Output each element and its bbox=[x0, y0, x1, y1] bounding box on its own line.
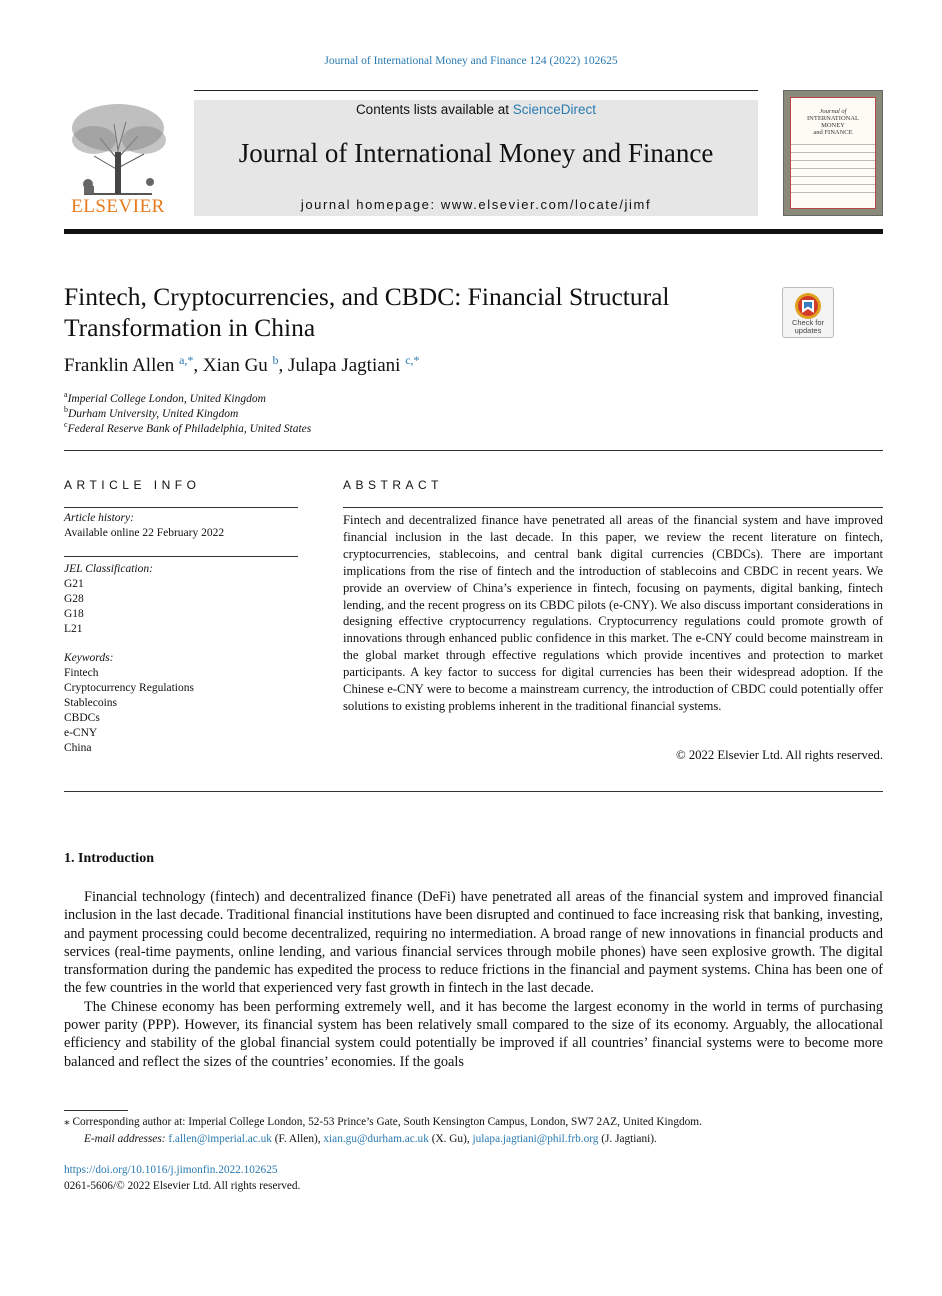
elsevier-tree-icon bbox=[64, 100, 172, 196]
email-label: E-mail addresses: bbox=[84, 1133, 166, 1145]
article-info-heading: ARTICLE INFO bbox=[64, 478, 201, 492]
keywords-label: Keywords: bbox=[64, 652, 114, 664]
doi-link[interactable]: https://doi.org/10.1016/j.jimonfin.2022.102625 bbox=[64, 1164, 278, 1176]
keyword: e-CNY bbox=[64, 727, 98, 739]
corresponding-author-text: Corresponding author at: Imperial College London, 52-53 Prince’s Gate, South Kensington Campus, London, SW7 2AZ, United Kingdom. bbox=[72, 1116, 702, 1128]
email-link[interactable]: julapa.jagtiani@phil.frb.org bbox=[472, 1133, 599, 1145]
elsevier-logo[interactable] bbox=[64, 100, 172, 218]
keyword: Fintech bbox=[64, 667, 99, 679]
email-link[interactable]: f.allen@imperial.ac.uk bbox=[168, 1133, 272, 1145]
issn-copyright: 0261-5606/© 2022 Elsevier Ltd. All rights reserved. bbox=[64, 1180, 301, 1192]
email-owner: (J. Jagtiani). bbox=[601, 1133, 657, 1145]
author-name[interactable]: Xian Gu bbox=[202, 355, 268, 376]
author-affiliation-marker[interactable]: a,* bbox=[179, 353, 194, 367]
badge-line2: updates bbox=[794, 326, 822, 335]
author-affiliation-marker[interactable]: c,* bbox=[405, 353, 420, 367]
email-link[interactable]: xian.gu@durham.ac.uk bbox=[323, 1133, 429, 1145]
cover-page bbox=[790, 97, 876, 209]
contents-available-line bbox=[194, 102, 758, 117]
email-owner: (X. Gu), bbox=[431, 1133, 470, 1145]
journal-cover-thumbnail[interactable] bbox=[783, 90, 883, 216]
abstract-text: Fintech and decentralized finance have penetrated all areas of the financial system and have improved financial inclusion in the last decade. In this paper, we review the recent literature on fintech, cryptocurrencies, stablecoins, and central bank digital currencies (CBDCs). There are important implications from the rise of fintech and the introduction of stablecoins and CBDC in recent years. We provide an overview of China’s experience in fintech, focusing on payments, digital banking, fintech lending, and the recent progress on its CBDC pilots (e-CNY). We also discuss important considerations in designing effective cryptocurrency regulations. Cryptocurrency regulations could promote growth of innovations through enhanced public confidence in this market. The e-CNY could become mainstream in the global market through effective regulations which provide incentives and protection to market participants. A key factor to success for digital currencies has been their widespread adoption. If the Chinese e-CNY were to become a mainstream currency, the introduction of CBDC could potentially offer solutions to existing problems inherent in the traditional financial systems. bbox=[343, 513, 883, 713]
header-thick-rule bbox=[64, 229, 883, 234]
check-for-updates-badge[interactable] bbox=[782, 287, 834, 338]
abstract-heading: ABSTRACT bbox=[343, 478, 444, 492]
keyword: China bbox=[64, 742, 92, 754]
cover-line1: Journal of bbox=[819, 108, 847, 115]
jel-code: G18 bbox=[64, 608, 84, 620]
corresponding-author-footnote bbox=[64, 1114, 883, 1131]
jel-label: JEL Classification: bbox=[64, 563, 153, 575]
email-owner: (F. Allen), bbox=[274, 1133, 321, 1145]
front-matter-rule bbox=[64, 450, 883, 451]
article-info-rule bbox=[64, 507, 298, 508]
journal-homepage[interactable]: journal homepage: www.elsevier.com/locate/jimf bbox=[300, 197, 652, 212]
affiliation: $^b$Durham University, United Kingdom bbox=[64, 405, 239, 420]
front-matter-bottom-rule bbox=[64, 791, 883, 792]
abstract-copyright: © 2022 Elsevier Ltd. All rights reserved. bbox=[676, 748, 883, 762]
cover-line2: INTERNATIONAL bbox=[807, 115, 859, 122]
footnote-rule bbox=[64, 1110, 128, 1111]
jel-code: G28 bbox=[64, 593, 84, 605]
journal-banner bbox=[194, 100, 758, 216]
journal-title: Journal of International Money and Finance bbox=[238, 138, 714, 168]
abstract-rule bbox=[343, 507, 883, 508]
history-label: Article history: bbox=[64, 512, 134, 524]
header-top-rule bbox=[194, 90, 758, 91]
elsevier-wordmark: ELSEVIER bbox=[71, 196, 165, 217]
author-affiliation-marker[interactable]: b bbox=[272, 353, 279, 367]
keyword: Cryptocurrency Regulations bbox=[64, 682, 194, 694]
check-updates-icon bbox=[793, 291, 823, 321]
cover-line4: and FINANCE bbox=[813, 129, 853, 136]
affiliation: $^a$Imperial College London, United Kingdom bbox=[64, 390, 266, 405]
author-list: Franklin Allen $^{a,*}$, Xian Gu $^b$, Julapa Jagtiani $^{c,*}$ bbox=[64, 353, 420, 376]
badge-line1: Check for bbox=[791, 318, 825, 327]
author-name[interactable]: Franklin Allen bbox=[64, 355, 175, 376]
jel-code: G21 bbox=[64, 578, 84, 590]
author-name[interactable]: Julapa Jagtiani bbox=[288, 355, 401, 376]
article-title: Fintech, Cryptocurrencies, and CBDC: Financial Structural Transformation in China bbox=[64, 282, 670, 342]
keyword: CBDCs bbox=[64, 712, 100, 724]
footnote-marker: ⁎ bbox=[64, 1116, 70, 1128]
journal-citation[interactable]: Journal of International Money and Finance 124 (2022) 102625 bbox=[324, 55, 618, 67]
affiliation: $^c$Federal Reserve Bank of Philadelphia, United States bbox=[64, 420, 312, 435]
article-info-rule bbox=[64, 556, 298, 557]
contents-prefix: Contents lists available at bbox=[355, 102, 513, 117]
history-value: Available online 22 February 2022 bbox=[64, 527, 225, 539]
jel-code: L21 bbox=[64, 623, 83, 635]
sciencedirect-link[interactable]: ScienceDirect bbox=[512, 102, 597, 117]
section-heading-introduction: 1. Introduction bbox=[64, 851, 154, 866]
cover-line3: MONEY bbox=[821, 122, 845, 129]
keyword: Stablecoins bbox=[64, 697, 118, 709]
introduction-paragraph: The Chinese economy has been performing extremely well, and it has become the largest economy in the world in terms of purchasing power parity (PPP). However, its financial system has been relatively small compared to the size of its economy. Arguably, the allocational efficiency and stability of the global financial system could potentially be improved if all countries’ financial systems were to become more balanced and reflect the sizes of the countries’ economies. If the goals bbox=[64, 998, 883, 1070]
introduction-paragraph: Financial technology (fintech) and decentralized finance (DeFi) have penetrated all areas of the financial system and improved financial inclusion in the last decade. Traditional financial institutions have been disrupted and continued to face increasing risk that banking, investing, and payment processing could become decentralized, requiring no intermediation. A broad range of new innovations in financial products and services (real-time payments, online lending, and various financial services through mobile phones) have seen explosive growth. The digital transformation during the pandemic has expedited the process to reduce frictions in the financial and payment systems. China has been one of the few countries in the world that experienced very fast growth in fintech in the last decade. bbox=[64, 889, 883, 997]
email-addresses bbox=[84, 1131, 903, 1148]
introduction-body bbox=[64, 888, 883, 1071]
